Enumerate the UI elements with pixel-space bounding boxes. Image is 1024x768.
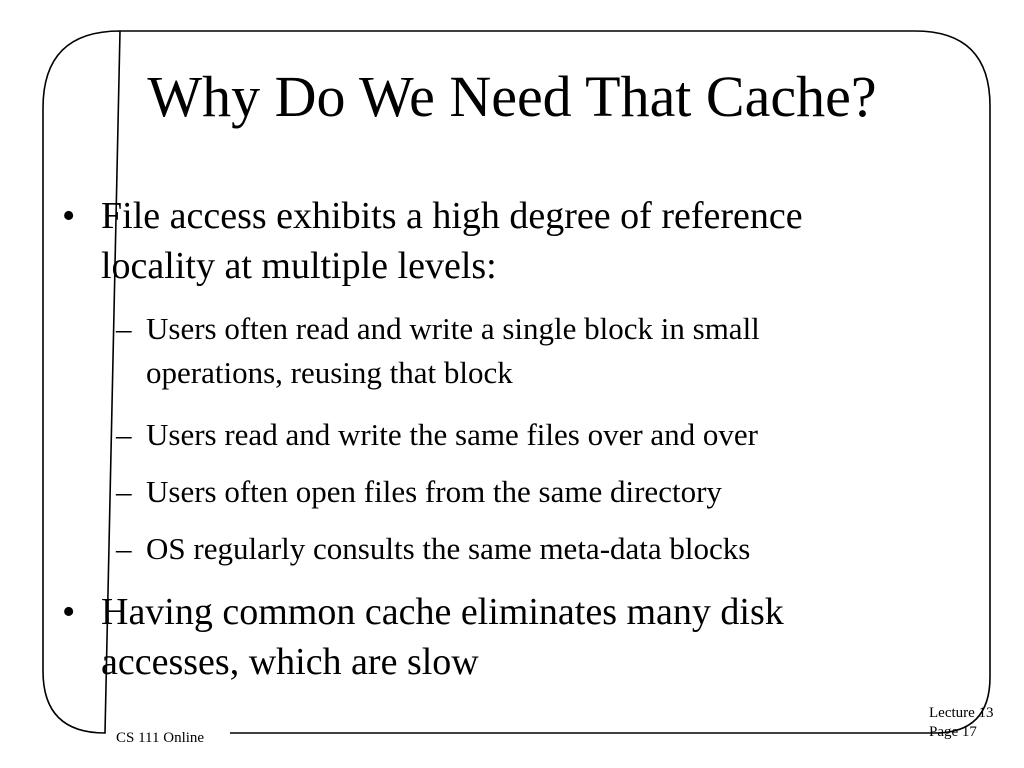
sub-bullet-item [116,413,759,457]
sub-bullet-text-line: Users often read and write a single block in small [146,311,760,346]
bullet-text-line: locality at multiple levels: [101,245,497,287]
footer-lecture-info [929,704,994,742]
bullet-item [62,587,784,687]
sub-bullet-item [116,307,760,395]
footer-page: Page 17 [929,724,977,740]
dash-marker: – [116,417,132,452]
slide-title: Why Do We Need That Cache? [147,64,877,129]
dash-marker: – [116,531,132,566]
bullet-marker: • [62,591,76,633]
footer-course: CS 111 Online [116,730,205,746]
bullet-marker: • [62,195,76,237]
sub-bullet-text-line: OS regularly consults the same meta-data blocks [146,531,751,566]
sub-bullet-text-line: operations, reusing that block [146,355,513,390]
bullet-item [62,191,803,291]
sub-bullet-text-line: Users often open files from the same directory [146,474,722,509]
footer-lecture: Lecture 13 [929,705,994,721]
sub-bullet-text-line: Users read and write the same files over and over [146,417,759,452]
dash-marker: – [116,311,132,346]
bullet-text-line: File access exhibits a high degree of reference [101,195,803,237]
dash-marker: – [116,474,132,509]
bullet-text-line: accesses, which are slow [101,641,479,683]
sub-bullet-item [116,527,751,571]
bullet-text-line: Having common cache eliminates many disk [101,591,784,633]
sub-bullet-item [116,470,722,514]
